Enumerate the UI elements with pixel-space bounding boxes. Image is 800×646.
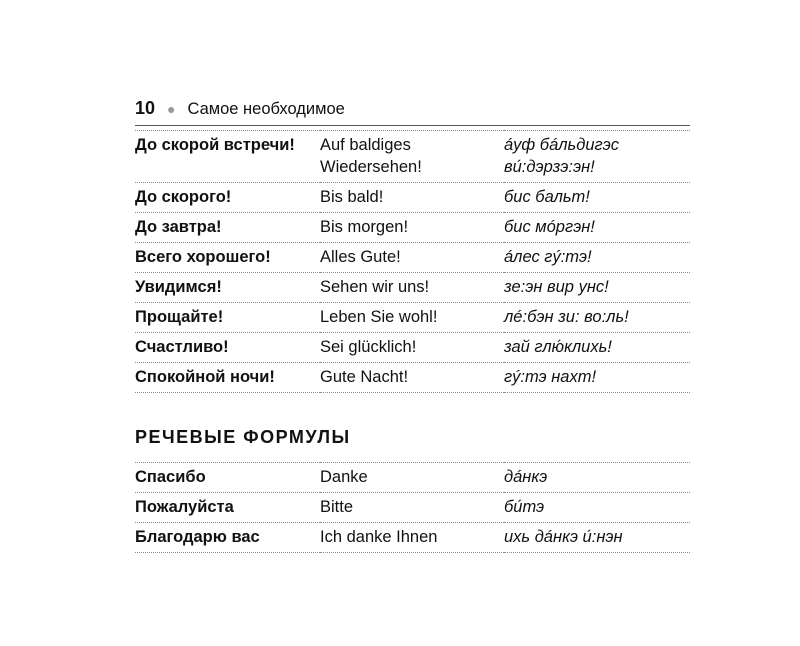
transcription: áуф бáльдигэс ви́:дэрзэ:эн!	[504, 131, 690, 183]
table-row	[135, 243, 690, 273]
page-number: 10	[135, 98, 156, 118]
transcription: зе:эн вир унс!	[504, 273, 690, 303]
german-phrase: Sei glücklich!	[320, 333, 504, 363]
transcription: гý:тэ нахт!	[504, 363, 690, 393]
russian-phrase: До скорого!	[135, 183, 320, 213]
russian-phrase: Прощайте!	[135, 303, 320, 333]
transcription: áлес гý:тэ!	[504, 243, 690, 273]
transcription: бис бальт!	[504, 183, 690, 213]
table-row	[135, 333, 690, 363]
german-phrase: Leben Sie wohl!	[320, 303, 504, 333]
german-phrase: Bis bald!	[320, 183, 504, 213]
farewells-table	[135, 130, 690, 393]
page-header	[135, 98, 690, 126]
table-row	[135, 273, 690, 303]
table-row	[135, 463, 690, 493]
russian-phrase: Всего хорошего!	[135, 243, 320, 273]
table-row	[135, 523, 690, 553]
german-phrase: Bis morgen!	[320, 213, 504, 243]
table-row	[135, 363, 690, 393]
speech-formulas-table	[135, 462, 690, 553]
table-row	[135, 183, 690, 213]
german-phrase: Ich danke Ihnen	[320, 523, 504, 553]
russian-phrase: Пожалуйста	[135, 493, 320, 523]
table-row	[135, 213, 690, 243]
section-title: Самое необходимое	[187, 100, 345, 118]
transcription: лé:бэн зи: во:ль!	[504, 303, 690, 333]
russian-phrase: До завтра!	[135, 213, 320, 243]
russian-phrase: До скорой встречи!	[135, 131, 320, 183]
russian-phrase: Счастливо!	[135, 333, 320, 363]
table-row	[135, 131, 690, 183]
german-phrase: Auf baldiges Wiedersehen!	[320, 131, 504, 183]
russian-phrase: Спокойной ночи!	[135, 363, 320, 393]
section-heading: РЕЧЕВЫЕ ФОРМУЛЫ	[135, 427, 351, 447]
transcription: ихь дáнкэ и́:нэн	[504, 523, 690, 553]
transcription: бис мóргэн!	[504, 213, 690, 243]
german-phrase: Sehen wir uns!	[320, 273, 504, 303]
german-phrase: Gute Nacht!	[320, 363, 504, 393]
german-phrase: Bitte	[320, 493, 504, 523]
german-phrase: Danke	[320, 463, 504, 493]
russian-phrase: Спасибо	[135, 463, 320, 493]
table-row	[135, 303, 690, 333]
transcription: дáнкэ	[504, 463, 690, 493]
german-phrase: Alles Gute!	[320, 243, 504, 273]
bullet-icon: ●	[167, 101, 176, 117]
page	[135, 98, 690, 553]
transcription: би́тэ	[504, 493, 690, 523]
russian-phrase: Увидимся!	[135, 273, 320, 303]
russian-phrase: Благодарю вас	[135, 523, 320, 553]
table-row	[135, 493, 690, 523]
transcription: зай глю́клихь!	[504, 333, 690, 363]
